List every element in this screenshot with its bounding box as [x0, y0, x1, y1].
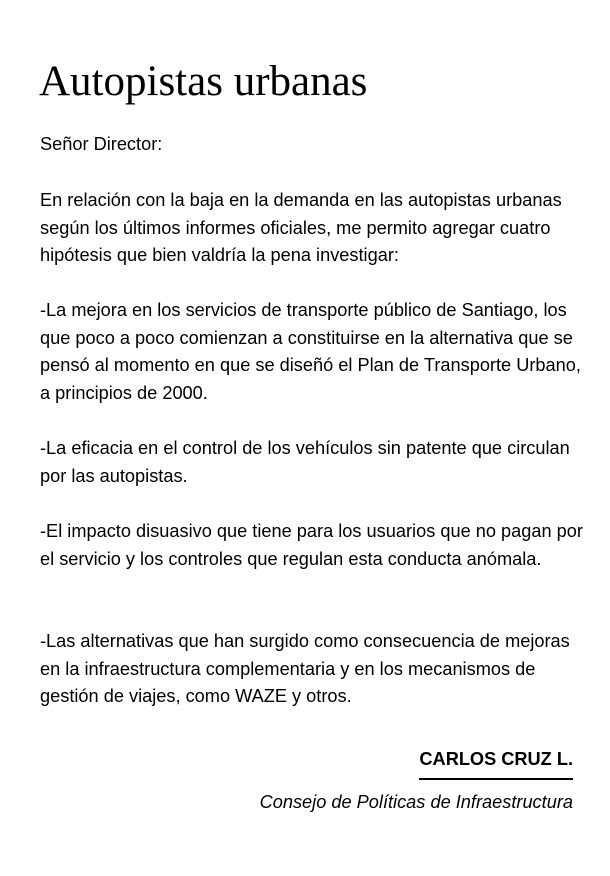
letter-paragraph-intro: En relación con la baja en la demanda en las autopistas urbanas según los últimos informes oficiales, me permito agregar cuatro hipótesis que bien valdría la pena investigar: — [40, 190, 562, 266]
signature-organization: Consejo de Políticas de Infraestructura — [259, 792, 573, 812]
signature-name: CARLOS CRUZ L. — [419, 745, 573, 780]
letter-paragraph-hypothesis-1: -La mejora en los servicios de transporte público de Santiago, los que poco a poco comienzan a constituirse en la alternativa que se pensó al momento en que se diseñó el Plan de Transporte Urbano, a principios de 2000. — [40, 300, 581, 403]
salutation: Señor Director: — [40, 134, 163, 154]
letter-title: Autopistas urbanas — [39, 58, 368, 105]
signature-block — [260, 745, 573, 816]
letter-paragraph-hypothesis-3: -El impacto disuasivo que tiene para los usuarios que no pagan por el servicio y los controles que regulan esta conducta anómala. — [40, 521, 583, 569]
letter-paragraph-hypothesis-4: -Las alternativas que han surgido como consecuencia de mejoras en la infraestructura complementaria y en los mecanismos de gestión de viajes, como WAZE y otros. — [40, 631, 570, 707]
letter-paragraph-hypothesis-2: -La eficacia en el control de los vehículos sin patente que circulan por las autopistas. — [40, 438, 570, 486]
